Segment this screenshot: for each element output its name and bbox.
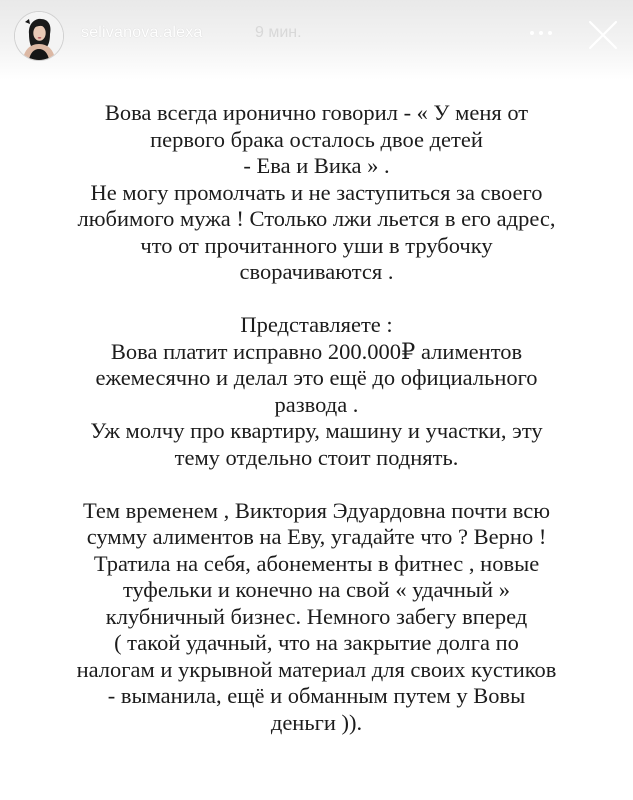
text-line: Вова всегда иронично говорил - « У меня от bbox=[104, 100, 529, 125]
more-options-button[interactable] bbox=[526, 20, 556, 44]
text-line: что от прочитанного уши в трубочку bbox=[140, 232, 493, 258]
text-line: любимого мужа ! Столько лжи льется в его адрес, bbox=[77, 206, 556, 231]
close-button[interactable] bbox=[586, 18, 620, 52]
story-header bbox=[0, 0, 633, 80]
text-line: - Ева и Вика » . bbox=[243, 153, 390, 178]
story-paragraph bbox=[20, 100, 613, 286]
story-text bbox=[20, 100, 613, 736]
avatar[interactable] bbox=[15, 12, 63, 60]
more-horizontal-icon bbox=[530, 31, 534, 35]
text-line: ежемесячно и делал это ещё до официального bbox=[95, 365, 538, 390]
text-line: первого брака осталось двое детей bbox=[150, 126, 483, 152]
text-line: Тратила на себя, абонементы в фитнес , новые bbox=[93, 550, 540, 576]
text-line: Уж молчу про квартиру, машину и участки, эту bbox=[90, 418, 543, 443]
close-icon bbox=[586, 18, 620, 52]
text-line: ( такой удачный, что на закрытие долга по bbox=[114, 630, 519, 655]
text-line: сворачиваются . bbox=[239, 259, 394, 284]
story-paragraph bbox=[20, 498, 613, 737]
paragraph-gap bbox=[20, 286, 613, 313]
text-line: Тем временем , Виктория Эдуардовна почти всю bbox=[82, 497, 551, 523]
text-line: Вова платит исправно 200.000₽ алиментов bbox=[110, 338, 523, 364]
text-line: налогам и укрывной материал для своих кустиков bbox=[76, 656, 557, 682]
text-line: клубничный бизнес. Немного забегу вперед bbox=[105, 603, 528, 629]
text-line: Представляете : bbox=[240, 312, 393, 337]
story-paragraph bbox=[20, 312, 613, 471]
text-line: развода . bbox=[274, 391, 359, 417]
text-line: туфельки и конечно на свой « удачный » bbox=[123, 577, 510, 602]
paragraph-gap bbox=[20, 471, 613, 498]
username-link[interactable]: selivanova.alexa bbox=[81, 24, 203, 41]
text-line: сумму алиментов на Еву, угадайте что ? Верно ! bbox=[86, 524, 547, 549]
post-time: 9 мин. bbox=[255, 24, 302, 41]
text-line: - выманила, ещё и обманным путем у Вовы bbox=[107, 683, 526, 708]
text-line: тему отдельно стоит поднять. bbox=[174, 444, 459, 470]
text-line: Не могу промолчать и не заступиться за своего bbox=[90, 179, 543, 205]
text-line: деньги )). bbox=[270, 709, 363, 735]
